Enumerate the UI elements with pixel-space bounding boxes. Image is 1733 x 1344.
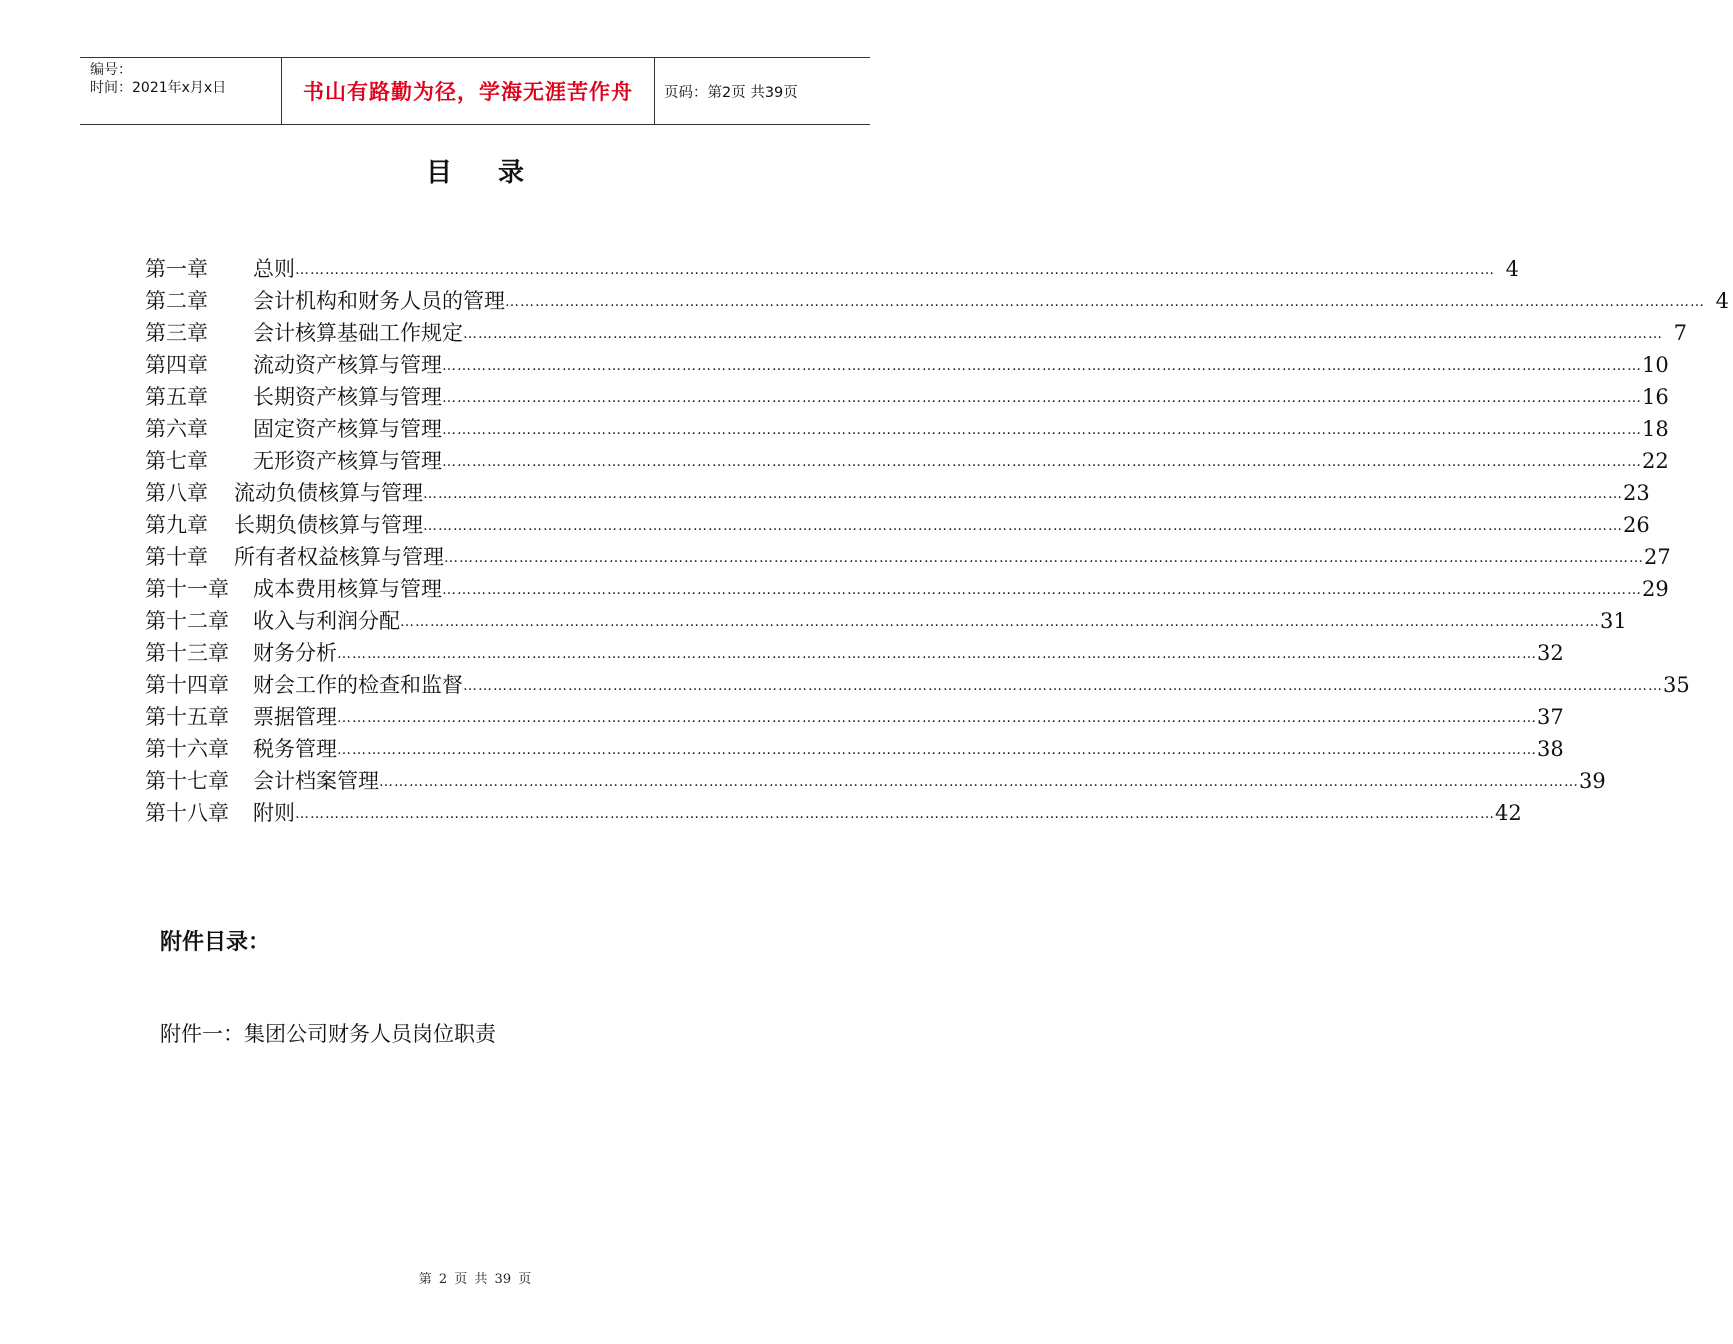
toc-chapter-title: 固定资产核算与管理 [253,417,442,441]
toc-page-number: 18 [1642,417,1669,441]
toc-leader-dots: …………………………………………………………………………………………………………………………………………………………………………………………………………………… [295,262,1495,278]
toc-chapter-label: 第五章 [145,385,208,409]
toc-page-number: 16 [1642,385,1669,409]
toc-chapter-title: 无形资产核算与管理 [253,449,442,473]
toc-chapter-title: 票据管理 [253,705,337,729]
toc-page-number: 4 [1505,257,1519,281]
toc-page-number: 37 [1537,705,1564,729]
toc-entry [145,317,1687,349]
toc-chapter-label: 第十五章 [145,705,229,729]
toc-leader-dots: …………………………………………………………………………………………………………………………………………………………………………………………………………………… [442,358,1642,374]
toc-entry [145,637,1564,669]
toc-chapter-label: 第十八章 [145,801,229,825]
toc-page-number: 23 [1623,481,1650,505]
toc-page-number: 7 [1673,321,1687,345]
toc-entry [145,573,1669,605]
toc-chapter-title: 税务管理 [253,737,337,761]
toc-leader-dots: …………………………………………………………………………………………………………………………………………………………………………………………………………………… [337,742,1537,758]
page-header [80,57,870,125]
toc-entry [145,541,1671,573]
toc-entry [145,605,1627,637]
table-of-contents [145,253,1729,829]
toc-entry [145,509,1650,541]
toc-leader-dots: …………………………………………………………………………………………………………………………………………………………………………………………………………………… [337,646,1537,662]
toc-page-number: 38 [1537,737,1564,761]
toc-page-number: 32 [1537,641,1564,665]
toc-chapter-title: 长期负债核算与管理 [234,513,423,537]
toc-page-number: 22 [1642,449,1669,473]
toc-chapter-title: 会计档案管理 [253,769,379,793]
toc-leader-dots: …………………………………………………………………………………………………………………………………………………………………………………………………………………… [400,614,1600,630]
toc-page-number: 29 [1642,577,1669,601]
toc-chapter-title: 流动负债核算与管理 [234,481,423,505]
toc-leader-dots: …………………………………………………………………………………………………………………………………………………………………………………………………………………… [463,678,1663,694]
toc-leader-dots: …………………………………………………………………………………………………………………………………………………………………………………………………………………… [442,582,1642,598]
toc-page-number: 31 [1600,609,1627,633]
toc-chapter-label: 第七章 [145,449,208,473]
toc-chapter-title: 成本费用核算与管理 [253,577,442,601]
toc-chapter-label: 第八章 [145,481,208,505]
toc-chapter-label: 第九章 [145,513,208,537]
toc-entry [145,253,1519,285]
toc-entry [145,477,1650,509]
toc-chapter-label: 第十四章 [145,673,229,697]
toc-entry [145,413,1669,445]
toc-chapter-title: 长期资产核算与管理 [253,385,442,409]
toc-leader-dots: …………………………………………………………………………………………………………………………………………………………………………………………………………………… [442,454,1642,470]
toc-entry [145,445,1669,477]
toc-entry [145,381,1669,413]
toc-chapter-title: 财会工作的检查和监督 [253,673,463,697]
header-meta [80,58,281,124]
toc-page-number: 27 [1644,545,1671,569]
toc-page-number: 4 [1715,289,1729,313]
toc-chapter-label: 第十七章 [145,769,229,793]
toc-entry [145,733,1564,765]
toc-chapter-title: 会计核算基础工作规定 [253,321,463,345]
toc-chapter-title: 会计机构和财务人员的管理 [253,289,505,313]
toc-chapter-title: 所有者权益核算与管理 [234,545,444,569]
toc-entry [145,285,1729,317]
toc-entry [145,797,1522,829]
toc-chapter-label: 第一章 [145,257,208,281]
toc-leader-dots: …………………………………………………………………………………………………………………………………………………………………………………………………………………… [463,326,1663,342]
appendix-item: 附件一：集团公司财务人员岗位职责 [160,1022,496,1046]
toc-page-number: 42 [1495,801,1522,825]
toc-page-number: 35 [1663,673,1690,697]
toc-chapter-title: 附则 [253,801,295,825]
toc-chapter-label: 第十六章 [145,737,229,761]
toc-chapter-title: 财务分析 [253,641,337,665]
document-number-label: 编号： [90,62,132,78]
toc-chapter-label: 第六章 [145,417,208,441]
toc-chapter-label: 第三章 [145,321,208,345]
toc-leader-dots: …………………………………………………………………………………………………………………………………………………………………………………………………………………… [295,806,1495,822]
toc-chapter-label: 第二章 [145,289,208,313]
toc-leader-dots: …………………………………………………………………………………………………………………………………………………………………………………………………………………… [442,422,1642,438]
toc-chapter-label: 第十三章 [145,641,229,665]
toc-leader-dots: …………………………………………………………………………………………………………………………………………………………………………………………………………………… [379,774,1579,790]
toc-chapter-label: 第十章 [145,545,208,569]
toc-chapter-title: 收入与利润分配 [253,609,400,633]
toc-page-number: 39 [1579,769,1606,793]
page-title: 目录 [425,158,570,188]
toc-chapter-title: 流动资产核算与管理 [253,353,442,377]
toc-leader-dots: …………………………………………………………………………………………………………………………………………………………………………………………………………………… [423,486,1623,502]
toc-leader-dots: …………………………………………………………………………………………………………………………………………………………………………………………………………………… [337,710,1537,726]
toc-page-number: 10 [1642,353,1669,377]
toc-chapter-label: 第十一章 [145,577,229,601]
toc-entry [145,669,1690,701]
toc-leader-dots: …………………………………………………………………………………………………………………………………………………………………………………………………………………… [442,390,1642,406]
header-motto: 书山有路勤为径，学海无涯苦作舟 [281,58,655,124]
toc-chapter-title: 总则 [253,257,295,281]
toc-leader-dots: …………………………………………………………………………………………………………………………………………………………………………………………………………………… [444,550,1644,566]
toc-page-number: 26 [1623,513,1650,537]
toc-entry [145,765,1606,797]
document-time: 时间：2021年x月x日 [90,80,227,96]
appendix-heading: 附件目录： [160,930,271,955]
toc-chapter-label: 第四章 [145,353,208,377]
toc-leader-dots: …………………………………………………………………………………………………………………………………………………………………………………………………………………… [505,294,1705,310]
header-page-info: 页码：第2页 共39页 [664,84,798,101]
toc-chapter-label: 第十二章 [145,609,229,633]
page-footer: 第 2 页 共 39 页 [418,1272,532,1287]
toc-leader-dots: …………………………………………………………………………………………………………………………………………………………………………………………………………………… [423,518,1623,534]
toc-entry [145,701,1564,733]
toc-entry [145,349,1669,381]
